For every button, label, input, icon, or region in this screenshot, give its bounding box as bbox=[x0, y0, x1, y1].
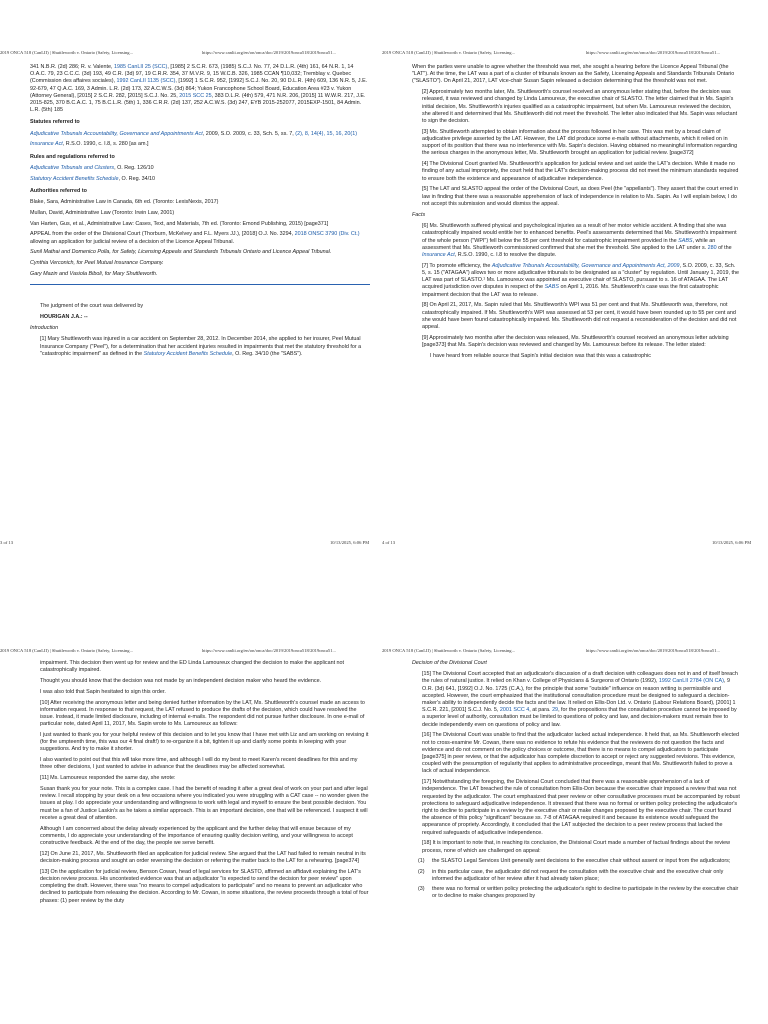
page1-left-column bbox=[30, 64, 370, 526]
statute-entry: Adjudicative Tribunals Accountability, Governance and Appointments Act, 2009, S.O. 2009, c. 33, Sch. 5, ss. 7, (2), 8, 14(4), 15, 16, 20(1) bbox=[30, 130, 358, 137]
counsel-line: Cynthia Verconich, for Peel Mutual Insurance Company. bbox=[30, 260, 164, 267]
paragraph-17: [17] Notwithstanding the foregoing, the Divisional Court concluded that there was a reasonable apprehension of a lack of independence. The LAT breached the rule of consultation from Ellis-Don because the executive chair imposed a review that was not requested by the adjudicator. The court emphasized that peer review or other consultative processes must be accompanied by robust protections to safeguard adjudicative independence. It stressed that there was no formal or written policy protecting the adjudicator's right to decline to participate in a review by the executive chair or make changes proposed by the executive chair. The court found the absence of this policy "significant" because ss. 7-8 of ATAGAA required it and because its existence would safeguard the appearance of propriety. Accordingly, it concluded that the LAT subjected the decision to a peer review process that lacked the required safeguards of adjudicative independence. bbox=[422, 779, 740, 836]
paragraph-7: [7] To promote efficiency, the Adjudicative Tribunals Accountability, Governance and Appointments Act, 2009, S.O. 2009, c. 33, Sch. 5, s. 15 ("ATAGAA") allows two or more adjudicative tribunals to be designated as a "cluster" by regulation. Until January 1, 2019, the LAT was part of SLASTO.¹ Ms. Lamoureux was appointed as executive chair of SLASTO, pursuant to s. 16 of ATAGAA. The LAT acquired jurisdiction over disputes in respect of the SABS on April 1, 2016. Ms. Shuttleworth's case was the first catastrophic impairment decision that the LAT was to release. bbox=[422, 262, 739, 298]
list-item: (2) in this particular case, the adjudicator did not request the consultation with the executive chair and the executive chair only informed the adjudicator of her review after it had already taken place; bbox=[418, 868, 724, 882]
paragraph-1-continued: When the parties were unable to agree whether the threshold was met, she sought a hearing before the Licence Appeal Tribunal (the "LAT"). At the time, the LAT was a part of a cluster of tribunals known as the Safety, Licensing Appeals and Standards Tribunals Ontario ("SLASTO"). On April 21, 2017, LAT vice-chair Susan Sapin released a decision determining that the threshold was not met. bbox=[412, 64, 735, 85]
page2-header-right-title: 2019 ONCA 518 (CanLII) | Shuttleworth v. Ontario (Safety, Licensing... bbox=[382, 648, 516, 653]
rule-entry: Adjudicative Tribunals and Clusters, O. Reg. 126/10 bbox=[30, 164, 154, 171]
block-quote: I was also told that Sapin hesitated to sign this order. bbox=[40, 688, 166, 695]
block-quote: Although I am concerned about the delay already experienced by the applicant and the further delay that will ensue because of my comments, I do appreciate your understanding of the importance of ensuring quality decision writing, and your willingness to accept constructive feedback. At the end of the day, the people we serve benefit. bbox=[40, 825, 353, 847]
paragraph-16: [16] The Divisional Court was unable to find that the adjudicator lacked actual independence. It held that, as Ms. Shuttleworth elected not to cross-examine Mr. Cowan, there was no evidence to refute his evidence that the reviewers do not question the facts and evidence and do not comment on the policy choices or outcome, that there is no means to compel adjudicators to participate [page375] in peer review, or that the adjudicator has complete discretion to accept or reject any suggested revisions. This evidence, coupled with the presumption of regularity that applies to administrative proceedings, meant that Ms. Shuttleworth failed to prove a lack of actual independence. bbox=[422, 732, 739, 775]
paragraph-2: [2] Approximately two months later, Ms. Shuttleworth's counsel received an anonymous letter stating that, before the decision was released, it was reviewed and changed by Linda Lamoureux, the executive chair of SLASTO. The letter claimed that in Ms. Sapin's initial decision, Ms. Shuttleworth's injuries qualified as a catastrophic impairment, but when Ms. Lamoureux reviewed the decision, she altered it and determined that Ms. Shuttleworth did not meet the threshold. The letter also indicated that Ms. Sapin was reluctant to sign the decision. bbox=[422, 89, 738, 125]
statute-link[interactable]: Insurance Act bbox=[30, 141, 63, 148]
block-quote: I just wanted to thank you for your helpful review of this decision and to let you know that I have met with Liz and am working on revising it (for the umpteenth time, this was our 4 final draft!) to re-organize it a bit, tighten it up and clarify some points in keeping with your suggestions. And try to make it shorter. bbox=[40, 732, 369, 753]
block-quote: Susan thank you for your note. This is a complex case. I had the benefit of reading it after a great deal of work on your part and after legal review. I recall stopping by your desk on a few occasions where you indicated you were struggling with a CAT case -- no wonder given the issues at play. I do appreciate your understanding and willingness to work with legal and myself to ensure the best possible decision. You must be a fan of Justice Laskin's as he takes a similar approach. This is an important decision, one that will be referenced. I suspect it will receive a great deal of attention. bbox=[40, 786, 369, 821]
statute-link[interactable]: Adjudicative Tribunals Accountability, Governance and Appointments Act bbox=[30, 130, 203, 137]
block-quote: I also wanted to point out that this will take more time, and although I will do my best to meet Karen's recent deadlines for this and my three other decisions, I just wanted to advise in advance that the deadlines may be affected somewhat. bbox=[40, 757, 358, 771]
rule-link[interactable]: Adjudicative Tribunals and Clusters bbox=[30, 164, 115, 171]
divider bbox=[30, 284, 370, 285]
statute-entry: Insurance Act, R.S.O. 1990, c. I.8, s. 280 [as am.] bbox=[30, 141, 149, 148]
page1-footer-left-page: 3 of 13 bbox=[0, 540, 14, 545]
authority-entry: Mullan, David, Administrative Law (Toronto: Irwin Law, 2001) bbox=[30, 209, 175, 216]
authorities-heading: Authorities referred to bbox=[30, 187, 87, 194]
citation-link[interactable]: 2018 ONSC 3790 (Div. Ct.) bbox=[294, 231, 360, 238]
page1-header-right-url: https://www.canlii.org/en/on/onca/doc/2019/2019onca518/2019onca51... bbox=[586, 50, 720, 55]
cited-cases: 341 N.B.R. (2d) 286; R. v. Valente, 1985 CanLII 25 (SCC), [1985] 2 S.C.R. 673, (1985) S.C.J. No. 77, 24 D.L.R. (4th) 161, 64 N.R. 1, 14 O.A.C. 79, 23 C.C.C. (3d) 193, 49 C.R. (3d) 97, 19 C.R.R. 354, 37 M.V.R. 9, 15 W.C.B. 326, 1985 CCAN ¶10,032; Tremblay v. Quebec (Commission des affaires sociales), 1992 CanLII 1135 (SCC), [1992] 1 S.C.R. 952, [1992] S.C.J. No. 20, 90 D.L.R. (4th) 609, 136 N.R. 5, J.E. 92-679, 47 Q.A.C. 169, 3 Admin. L.R. (2d) 173, 32 A.C.W.S. (3d) 864; Yukon Francophone School Board, Education Area #23 v. Yukon (Attorney General), [2015] 2 S.C.R. 282, [2015] S.C.J. No. 25, 2015 SCC 25, 383 D.L.R. (4th) 579, 471 N.R. 206, [2015] 11 W.W.R. 217, J.E. 2015-825, 370 B.C.A.C. 1, 75 B.C.L.R. (5th) 1, 336 C.R.R. (2d) 137, 252 A.C.W.S. (3d) 247, EYB 2015-252077, 2015EXP-1501, 84 Admin. L.R. (5th) 185 bbox=[30, 64, 368, 114]
paragraph-3: [3] Ms. Shuttleworth attempted to obtain information about the process followed in her case. This was met by a broad claim of adjudicative privilege asserted by the LAT. However, the LAT did produce some e-mails without attachments, which it relied on in support of its position that there was no interference with Ms. Sapin's decision. Having obtained no meaningful information regarding the serious charges in the anonymous letter, Ms. Shuttleworth brought an application for judicial review. [page372] bbox=[422, 128, 738, 157]
citation-link[interactable]: 2015 SCC 25 bbox=[179, 92, 212, 99]
statutes-heading: Statutes referred to bbox=[30, 119, 80, 126]
page1-footer-mid-page: 4 of 13 bbox=[382, 540, 396, 545]
judge-name: HOURIGAN J.A.: -- bbox=[40, 314, 88, 321]
paragraph-6: [6] Ms. Shuttleworth suffered physical and psychological injuries as a result of her motor vehicle accident. A finding that she was catastrophically impaired would entitle her to enhanced benefits. Peel's assessments determined that Ms. Shuttleworth's impairment of the whole person ("WPI") fell below the 55 per cent threshold for catastrophic impairment provided in the SABS, while an assessment that Ms. Shuttleworth commissioned confirmed that she met the threshold. She applied to the LAT under s. 280 of the Insurance Act, R.S.O. 1990, c. I.8 to resolve the dispute. bbox=[422, 223, 737, 259]
facts-heading: Facts bbox=[412, 212, 426, 219]
paragraph-13: [13] On the application for judicial review, Benson Cowan, head of legal services for SLASTO, affirmed an affidavit explaining the LAT's decision review process. His uncontested evidence was that an adjudicator "is expected to send the decision for peer review" upon completing the draft. However, there was "no means to compel adjudicators to participate" and no means to prevent an adjudicator who declined to participate from releasing the decision. According to Mr. Cowan, in some situations, the review proceeds through a total of four phases: (1) peer review by the duty bbox=[40, 868, 369, 904]
judgment-line: The judgment of the court was delivered by bbox=[40, 303, 144, 310]
paragraph-11: [11] Ms. Lamoureux responded the same day, she wrote: bbox=[40, 775, 176, 782]
page1-header-left-title: 2019 ONCA 518 (CanLII) | Shuttleworth v. Ontario (Safety, Licensing... bbox=[0, 50, 134, 55]
page2-left-column bbox=[30, 660, 370, 1024]
paragraph-12: [12] On June 21, 2017, Ms. Shuttleworth filed an application for judicial review. She argued that the LAT had failed to remain neutral in its decision-making process and sought an order reversing the decision or referring the matter back to the LAT for a rehearing. [page374] bbox=[40, 850, 366, 865]
paragraph-15: [15] The Divisional Court accepted that an adjudicator's discussion of a draft decision with colleagues does not in and of itself breach the rules of natural justice. It relied on Khan v. College of Physicians & Surgeons of Ontario (1992), 1992 CanLII 2784 (ON CA), 9 O.R. (3d) 641, [1992] O.J. No. 1725 (C.A.), for the principle that some "outside" influence on reason writing is permissible and accepted. However, the court emphasized that the institutional consultation procedure must be designed to safeguard a decision-maker's ability to independently decide the facts and the law. It relied on Ellis-Don Ltd. v. Ontario (Labour Relations Board), [2001] 1 S.C.R. 221, [2001] S.C.J. No. 5, 2001 SCC 4, at para. 29, for the propositions that the consultation procedure cannot be imposed by a superior level of authority, consultation must be limited to questions of policy and law, and decision-makers must remain free to decide independently even on questions of policy and law. bbox=[422, 671, 738, 728]
paragraph-5: [5] The LAT and SLASTO appeal the order of the Divisional Court, as does Peel (the "appellants"). They assert that the court erred in law in finding that there was a reasonable apprehension of lack of independence in relation to Ms. Sapin. As I will explain below, I do not accept this submission and would dismiss the appeal. bbox=[422, 186, 739, 207]
authority-entry: Blake, Sara, Administrative Law in Canada, 6th ed. (Toronto: LexisNexis, 2017) bbox=[30, 199, 219, 206]
paragraph-1: [1] Mary Shuttleworth was injured in a car accident on September 28, 2012. In December 2014, she applied to her insurer, Peel Mutual Insurance Company ("Peel"), for a determination that her accident injuries resulted in impairments that met the statutory threshold for a "catastrophic impairment" as defined in the Statutory Accident Benefits Schedule, O. Reg. 34/10 (the "SABS"). bbox=[40, 336, 362, 357]
paragraph-4: [4] The Divisional Court granted Ms. Shuttleworth's application for judicial review and set aside the LAT's decision. While it made no finding of any actual impropriety, the court held that the LAT's decision-making process did not meet the minimum standards required to ensure both the existence and appearance of adjudicative independence. bbox=[422, 161, 739, 182]
page2-right-column bbox=[412, 660, 740, 1024]
page1-footer-left-date: 10/13/2025, 6:06 PM bbox=[330, 540, 370, 545]
rules-heading: Rules and regulations referred to bbox=[30, 153, 115, 160]
paragraph-9: [9] Approximately two months after the decision was released, Ms. Shuttleworth's counsel received an anonymous letter advising [page373] that Ms. Sapin's decision was reviewed and changed by Ms. Lamoureux before its release. The letter stated: bbox=[422, 334, 729, 349]
block-quote: impairment. This decision then went up for review and the ED Linda Lamoureux changed the decision to make the applicant not catastrophically impaired. bbox=[40, 660, 345, 674]
statute-link[interactable]: Adjudicative Tribunals Accountability, Governance and Appointments Act, 2009 bbox=[491, 262, 680, 269]
statute-link[interactable]: Insurance Act bbox=[422, 252, 455, 259]
page1-right-column bbox=[412, 64, 740, 526]
page2-header-left-url: https://www.canlii.org/en/on/onca/doc/2019/2019onca518/2019onca51... bbox=[202, 648, 336, 653]
paragraph-link[interactable]: 29 bbox=[552, 707, 559, 714]
page1-footer-right-date: 10/13/2025, 6:06 PM bbox=[712, 540, 752, 545]
page1-header-right-title: 2019 ONCA 518 (CanLII) | Shuttleworth v. Ontario (Safety, Licensing... bbox=[382, 50, 516, 55]
citation-link[interactable]: 1992 CanLII 2784 (ON CA) bbox=[658, 678, 724, 685]
statute-link[interactable]: Statutory Accident Benefits Schedule bbox=[143, 350, 233, 357]
statute-link[interactable]: SABS bbox=[678, 237, 693, 244]
section-links[interactable]: (2), 8, 14(4), 15, 16, 20(1) bbox=[295, 130, 358, 137]
statute-link[interactable]: SABS bbox=[544, 284, 559, 291]
list-item: (3) there was no formal or written policy protecting the adjudicator's right to decline to participate in the review by the executive chair or to decline to make changes proposed by bbox=[418, 886, 739, 900]
page2-header-right-url: https://www.canlii.org/en/on/onca/doc/2019/2019onca518/2019onca51... bbox=[586, 648, 720, 653]
counsel-line: Sunil Mathai and Domenico Polla, for Safety, Licensing Appeals and Standards Tribunals Ontario and Licence Appeal Tribunal. bbox=[30, 249, 332, 256]
divisional-court-heading: Decision of the Divisional Court bbox=[412, 660, 487, 666]
page2-header-left-title: 2019 ONCA 518 (CanLII) | Shuttleworth v. Ontario (Safety, Licensing... bbox=[0, 648, 134, 653]
rule-link[interactable]: Statutory Accident Benefits Schedule bbox=[30, 175, 119, 182]
paragraph-10: [10] After receiving the anonymous letter and being denied further information by the LAT, Ms. Shuttleworth's counsel made an access to information request. In response to that request, the LAT refused to produce the drafts of the decision, which could have resolved the issue. Instead, it made limited disclosure, including of internal e-mails. The respondent did not pursue further disclosure. In one e-mail of particular note, dated April 11, 2017, Ms. Sapin wrote to Ms. Lamoureux as follows: bbox=[40, 699, 365, 728]
list-item: (1) the SLASTO Legal Services Unit generally sent decisions to the executive chair without assent or input from the adjudicators; bbox=[418, 858, 731, 865]
rule-entry: Statutory Accident Benefits Schedule, O. Reg. 34/10 bbox=[30, 175, 156, 182]
paragraph-18: [18] It is important to note that, in reaching its conclusion, the Divisional Court made a number of factual findings about the review process, none of which are challenged on appeal: bbox=[422, 840, 731, 854]
authority-entry: Van Harten, Gus, et al., Administrative Law: Cases, Text, and Materials, 7th ed. (Toronto: Emond Publishing, 2015) [page371] bbox=[30, 220, 329, 227]
block-quote: Thought you should know that the decision was not made by an independent decision maker who heard the evidence. bbox=[40, 678, 322, 684]
citation-link[interactable]: 1985 CanLII 25 (SCC) bbox=[114, 64, 168, 70]
introduction-heading: Introduction bbox=[30, 325, 59, 332]
appeal-paragraph: APPEAL from the order of the Divisional Court (Thorburn, McKelvey and F.L. Myers JJ.), [2018] O.J. No. 3294, 2018 ONSC 3790 (Div. Ct.) allowing an application for judicial review of a decision of the Licence Appeal Tribunal. bbox=[30, 231, 360, 245]
page1-header-left-url: https://www.canlii.org/en/on/onca/doc/2019/2019onca518/2019onca51... bbox=[202, 50, 336, 55]
paragraph-8: [8] On April 21, 2017, Ms. Sapin ruled that Ms. Shuttleworth's WPI was 51 per cent and that Ms. Shuttleworth was, therefore, not catastrophically impaired. If Ms. Shuttleworth's WPI was assessed at 53 per cent, it would have been rounded up to 55 per cent and she would have been found catastrophically impaired. Ms. Shuttleworth did not request a reconsideration of the decision and did not appeal. bbox=[422, 302, 737, 331]
block-quote: I have heard from reliable source that Sapin's initial decision was that this was a catastrophic bbox=[430, 352, 651, 359]
section-link[interactable]: 280 bbox=[707, 244, 717, 251]
citation-link[interactable]: 1992 CanLII 1135 (SCC) bbox=[116, 78, 176, 85]
counsel-line: Gary Mazin and Vasiola Biboli, for Mary Shuttleworth. bbox=[30, 271, 158, 278]
citation-link[interactable]: 2001 SCC 4 bbox=[499, 707, 530, 714]
